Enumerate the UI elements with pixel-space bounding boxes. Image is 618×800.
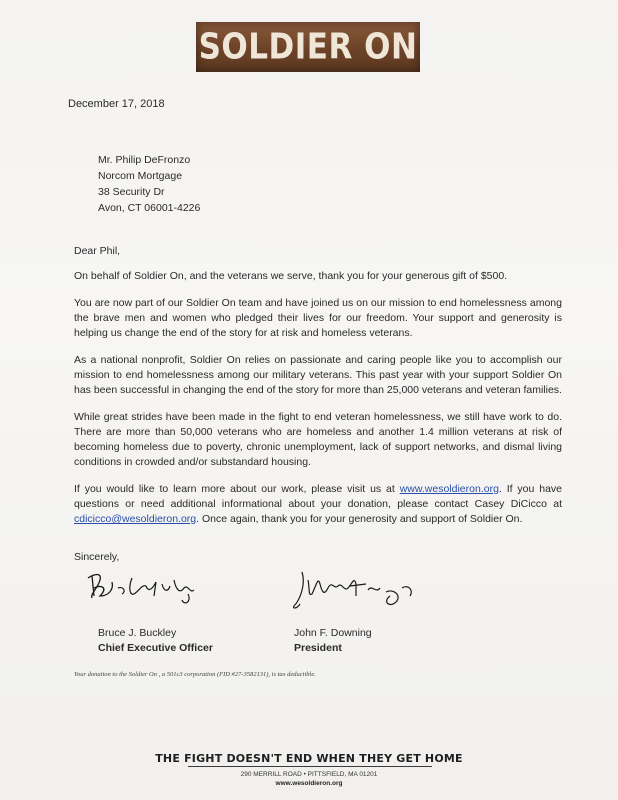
website-link[interactable]: www.wesoldieron.org (399, 483, 499, 495)
closing: Sincerely, (74, 551, 120, 563)
tax-deductible-note: Your donation to the Soldier On , a 501c3 corporation (FID #27-3582131), is tax deductible. (74, 671, 316, 678)
learn-more-text-2: . If you have questions or need additional informational about your donation, please contact Casey DiCicco at (74, 483, 563, 510)
paragraph-learn-more (74, 482, 562, 527)
paragraph-work-to-do: While great strides have been made in the fight to end veteran homelessness, we still have work to do. There are more than 50,000 veterans who are homeless and another 1.4 million veterans at risk of becoming homeless due to poverty, chronic unemployment, lack of support networks, and dismal living conditions in crowded and/or substandard housing. (74, 411, 562, 468)
logo-text: SOLDIER ON (198, 26, 418, 68)
footer-tagline: THE FIGHT DOESN'T END WHEN THEY GET HOME (155, 752, 463, 765)
soldier-on-logo (196, 22, 420, 72)
paragraph-thank-you: On behalf of Soldier On, and the veterans we serve, thank you for your generous gift of $500. (74, 270, 508, 282)
footer-website[interactable]: www.wesoldieron.org (275, 780, 343, 787)
recipient-name: Mr. Philip DeFronzo (98, 154, 191, 166)
recipient-company: Norcom Mortgage (98, 170, 183, 182)
salutation: Dear Phil, (74, 245, 121, 257)
buckley-signature (84, 566, 204, 606)
recipient-city: Avon, CT 06001-4226 (98, 202, 201, 214)
signer-name: Bruce J. Buckley (98, 627, 177, 639)
footer-address: 290 MERRILL ROAD • PITTSFIELD, MA 01201 (240, 771, 378, 778)
paragraph-nonprofit: As a national nonprofit, Soldier On relies on passionate and caring people like you to accomplish our mission to end homelessness among our military veterans. This past year with your support Soldier On has been successful in changing the end of the story for more than 25,000 veterans and veteran families. (74, 354, 562, 396)
signer-name: John F. Downing (294, 627, 372, 639)
learn-more-text-1: If you would like to learn more about our work, please visit us at (74, 483, 400, 495)
recipient-street: 38 Security Dr (98, 186, 165, 198)
downing-signature (290, 566, 430, 622)
signer-buckley (98, 626, 213, 656)
learn-more-text-3: . Once again, thank you for your generosity and support of Soldier On. (196, 513, 523, 525)
signer-downing (294, 626, 372, 656)
letter-date: December 17, 2018 (68, 98, 165, 110)
letter-body (74, 244, 562, 539)
signer-title: Chief Executive Officer (98, 642, 213, 654)
footer-divider (188, 766, 432, 767)
recipient-address (98, 152, 200, 216)
email-link[interactable]: cdicicco@wesoldieron.org (74, 513, 197, 525)
paragraph-team: You are now part of our Soldier On team and have joined us on our mission to end homelessness among the brave men and women who pledged their lives for our freedom. Your support and generosity is helping us change the end of the story for at risk and homeless veterans. (74, 297, 562, 339)
signer-title: President (294, 642, 342, 654)
